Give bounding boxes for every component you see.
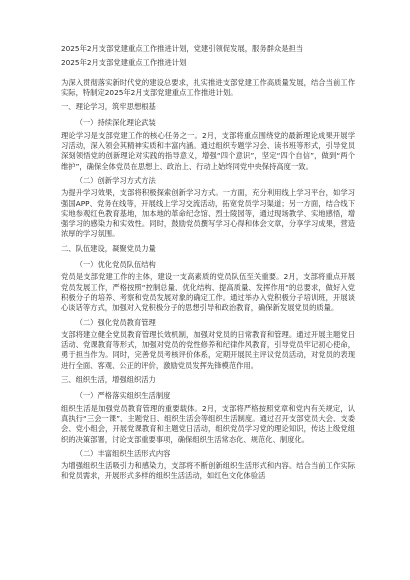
subheading-team-structure: （一）优化党员队伍结构 [75,260,156,270]
intro-paragraph: 为深入贯彻落实新时代党的建设总要求，扎实推进支部党建工作高质量发展，结合当前工作实际，特制定2025年2月支部党建重点工作推进计划。 [61,77,355,97]
section-heading-org-life: 三、组织生活，增强组织活力 [61,375,156,385]
paragraph-learning-methods: 为提升学习效果，支部将积极探索创新学习方式。一方面，充分利用线上学习平台，如学习强国APP、党务在线等，开展线上学习交流活动，拓宽党员学习渠道；另一方面，结合线下实地参观红色教育基地，加本地的革命纪念馆、烈士陵园等，通过现场教学、实地感悟，增强学习的感染力和实效性。同时，鼓励党员撰写学习心得和体会文章，分享学习成果，营造浓厚的学习氛围。 [61,188,355,239]
subheading-theory-armament: （一）持续深化理论武装 [75,118,156,128]
subheading-org-life-system: （一）严格落实组织生活制度 [75,391,171,401]
document-page [61,44,355,486]
paragraph-org-life-forms: 为增强组织生活吸引力和感染力，支部将不断创新组织生活形式和内容。结合当前工作实际和党员需求，开展形式多样的组织生活活动，如红色文化体验活 [61,461,355,481]
paragraph-theory-armament: 理论学习是支部党建工作的核心任务之一。2月，支部将重点围绕党的最新理论成果开展学习活动，深入领会其精神实质和丰富内涵。通过组织专题学习会、读书班等形式，引导党员深刻领悟党的创新理论对实践的指导意义，增强“四个意识”，坚定“四个自信”，做到“两个维护”，确保全体党员在思想上、政治上、行动上始终同党中央保持高度一致。 [61,130,355,171]
section-heading-theory: 一、理论学习，筑牢思想根基 [61,102,156,112]
document-subtitle: 2025年2月支部党建重点工作推进计划 [61,58,187,68]
paragraph-org-life-system: 组织生活是加强党员教育管理的重要载体。2月，支部将严格按照党章和党内有关规定，认真执行“三会一课”、主题党日、组织生活会等组织生活制度。通过召开支部党员大会、支委会、党小组会，开展党课教育和主题党日活动，组织党员学习党的理论知识，传达上级党组织的决策部署，讨论支部重要事项，确保组织生活常态化、规范化、制度化。 [61,403,355,444]
paragraph-team-structure: 党员是支部党建工作的主体，建设一支高素质的党员队伍至关重要。2月，支部将重点开展党员发展工作，严格按照“控制总量、优化结构、提高质量、发挥作用”的总要求，做好入党积极分子的培养、考察和党员发展对象的确定工作。通过举办入党积极分子培训班，开展谈心谈话等方式，加强对入党积极分子的思想引导和政治教育，确保新发展党员的质量。 [61,272,355,313]
subheading-org-life-forms: （二）丰富组织生活形式内容 [75,448,171,458]
section-heading-team: 二、队伍建设，凝聚党员力量 [61,243,156,253]
subheading-member-education: （二）强化党员教育管理 [75,317,156,327]
document-title: 2025年2月支部党建重点工作推进计划，党建引领促发展，服务群众是担当 [61,44,304,53]
paragraph-member-education: 支部将建立健全党员教育管理长效机制，加强对党员的日常教育和管理。通过开展主题党日活动、党课教育等形式，加强对党员的党性修养和纪律作风教育，引导党员牢记初心使命，勇于担当作为。同时，完善党员考核评价体系，定期开展民主评议党员活动，对党员的表现进行全面、客观、公正的评价，激励党员发挥先锋模范作用。 [61,329,355,370]
subheading-learning-methods: （二）创新学习方式方法 [75,175,156,185]
